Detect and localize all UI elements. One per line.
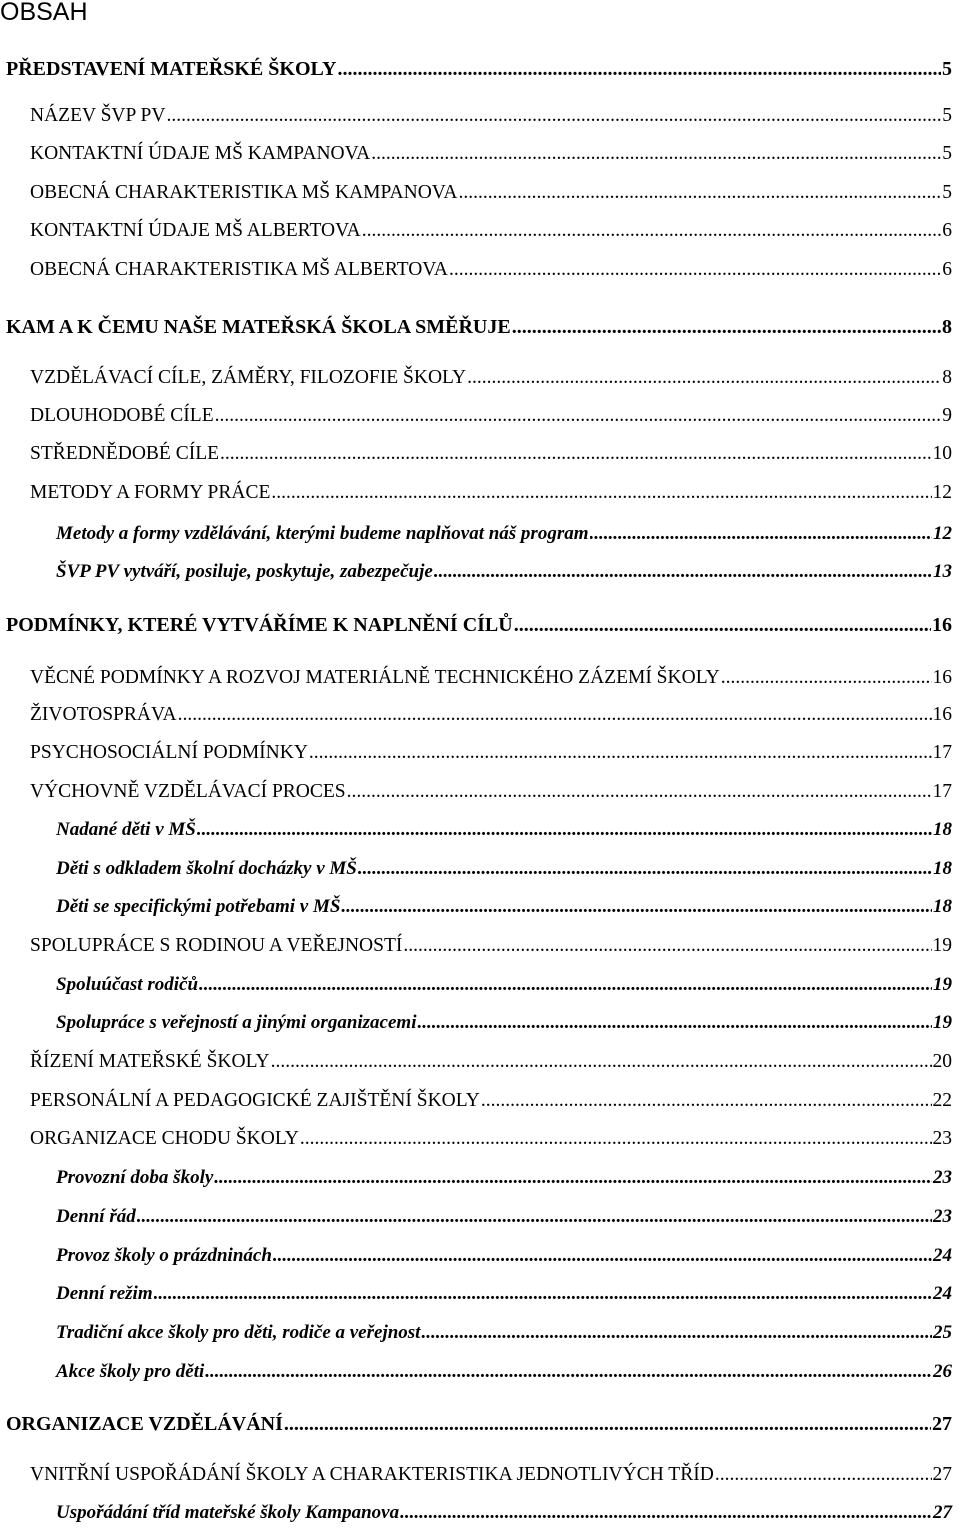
dot-leader <box>347 779 932 805</box>
dot-leader <box>197 817 932 843</box>
toc-entry-page-number: 16 <box>932 667 952 688</box>
dot-leader <box>215 403 942 429</box>
toc-entry[interactable] <box>56 856 952 882</box>
toc-entry[interactable] <box>56 1243 952 1269</box>
toc-entry-label: PŘEDSTAVENÍ MATEŘSKÉ ŠKOLY <box>6 58 337 80</box>
page-title: OBSAH <box>0 0 88 26</box>
toc-entry-label: KAM A K ČEMU NAŠE MATEŘSKÁ ŠKOLA SMĚŘUJE <box>6 316 511 338</box>
toc-entry-label: Uspořádání tříd mateřské školy Kampanova <box>56 1502 400 1523</box>
toc-entry-label: VÝCHOVNĚ VZDĚLÁVACÍ PROCES <box>30 781 346 802</box>
toc-entry-page-number: 9 <box>942 405 952 426</box>
toc-entry[interactable] <box>56 972 952 998</box>
dot-leader <box>199 972 932 998</box>
toc-entry-page-number: 27 <box>932 1413 952 1435</box>
toc-entry-page-number: 8 <box>942 316 952 338</box>
dot-leader <box>421 1320 932 1346</box>
toc-entry-label: Metody a formy vzdělávání, kterými budeme naplňovat náš program <box>56 523 589 544</box>
toc-entry-label: ŠVP PV vytváří, posiluje, poskytuje, zabezpečuje <box>56 561 433 582</box>
toc-entry[interactable] <box>56 1359 952 1385</box>
toc-entry-page-number: 16 <box>932 614 952 636</box>
toc-entry[interactable] <box>56 1500 952 1526</box>
toc-entry-page-number: 17 <box>932 742 952 763</box>
toc-entry-page-number: 18 <box>933 896 952 917</box>
dot-leader <box>300 1126 932 1152</box>
dot-leader <box>721 665 932 691</box>
toc-entry-label: ŽIVOTOSPRÁVA <box>30 704 177 725</box>
toc-entry-page-number: 19 <box>933 1012 952 1033</box>
toc-entry-page-number: 6 <box>942 220 952 241</box>
toc-entry[interactable] <box>30 1088 952 1114</box>
dot-leader <box>434 559 932 585</box>
toc-entry[interactable] <box>30 218 952 244</box>
dot-leader <box>214 1165 932 1191</box>
toc-entry[interactable] <box>30 1049 952 1075</box>
dot-leader <box>337 56 941 82</box>
dot-leader <box>341 894 932 920</box>
toc-entry[interactable] <box>30 441 952 467</box>
dot-leader <box>417 1010 932 1036</box>
dot-leader <box>271 1049 932 1075</box>
dot-leader <box>205 1359 932 1385</box>
dot-leader <box>309 740 932 766</box>
toc-entry-label: VZDĚLÁVACÍ CÍLE, ZÁMĚRY, FILOZOFIE ŠKOLY <box>30 367 467 388</box>
toc-entry-page-number: 18 <box>933 819 952 840</box>
dot-leader <box>467 365 941 391</box>
toc-entry[interactable] <box>30 141 952 167</box>
toc-entry-page-number: 17 <box>932 781 952 802</box>
toc-entry-page-number: 5 <box>942 143 952 164</box>
dot-leader <box>362 218 941 244</box>
toc-entry-label: KONTAKTNÍ ÚDAJE MŠ ALBERTOVA <box>30 220 361 241</box>
toc-entry-label: Provoz školy o prázdninách <box>56 1245 272 1266</box>
toc-entry-label: Denní řád <box>56 1206 136 1227</box>
toc-entry[interactable] <box>30 1126 952 1152</box>
toc-entry-page-number: 5 <box>942 182 952 203</box>
toc-entry-label: Spoluúčast rodičů <box>56 974 199 995</box>
dot-leader <box>358 856 932 882</box>
dot-leader <box>481 1088 932 1114</box>
toc-entry-page-number: 26 <box>933 1361 952 1382</box>
toc-entry-label: PODMÍNKY, KTERÉ VYTVÁŘÍME K NAPLNĚNÍ CÍLŮ <box>6 614 513 636</box>
toc-entry-label: Nadané děti v MŠ <box>56 819 196 840</box>
toc-entry[interactable] <box>30 403 952 429</box>
toc-entry[interactable] <box>56 1204 952 1230</box>
toc-entry[interactable] <box>6 612 952 638</box>
toc-entry[interactable] <box>30 702 952 728</box>
toc-entry[interactable] <box>56 521 952 547</box>
toc-entry-page-number: 13 <box>933 561 952 582</box>
toc-entry-page-number: 22 <box>932 1090 952 1111</box>
toc-entry-page-number: 10 <box>932 443 952 464</box>
toc-entry[interactable] <box>56 894 952 920</box>
dot-leader <box>512 314 941 340</box>
toc-entry-label: ORGANIZACE VZDĚLÁVÁNÍ <box>6 1413 283 1435</box>
toc-entry-page-number: 23 <box>933 1167 952 1188</box>
toc-entry[interactable] <box>30 480 952 506</box>
toc-entry-page-number: 18 <box>933 858 952 879</box>
toc-entry[interactable] <box>30 779 952 805</box>
toc-entry-page-number: 27 <box>932 1464 952 1485</box>
toc-entry-label: PSYCHOSOCIÁLNÍ PODMÍNKY <box>30 742 308 763</box>
toc-entry[interactable] <box>30 1462 952 1488</box>
toc-entry-label: SPOLUPRÁCE S RODINOU A VEŘEJNOSTÍ <box>30 935 403 956</box>
toc-entry[interactable] <box>30 740 952 766</box>
dot-leader <box>271 480 931 506</box>
dot-leader <box>371 141 941 167</box>
toc-entry[interactable] <box>6 1411 952 1437</box>
toc-entry-label: Provozní doba školy <box>56 1167 214 1188</box>
dot-leader <box>273 1243 932 1269</box>
dot-leader <box>178 702 932 728</box>
toc-entry-label: VĚCNÉ PODMÍNKY A ROZVOJ MATERIÁLNĚ TECHNICKÉHO ZÁZEMÍ ŠKOLY <box>30 667 720 688</box>
dot-leader <box>514 612 931 638</box>
dot-leader <box>458 180 941 206</box>
toc-entry[interactable] <box>56 1165 952 1191</box>
dot-leader <box>220 441 931 467</box>
toc-entry-page-number: 20 <box>932 1051 952 1072</box>
toc-entry-label: Děti s odkladem školní docházky v MŠ <box>56 858 357 879</box>
toc-entry-label: DLOUHODOBÉ CÍLE <box>30 405 214 426</box>
toc-entry-page-number: 8 <box>942 367 952 388</box>
toc-entry[interactable] <box>30 665 952 691</box>
toc-entry-label: Akce školy pro děti <box>56 1361 205 1382</box>
toc-entry[interactable] <box>56 1281 952 1307</box>
toc-entry[interactable] <box>56 1320 952 1346</box>
toc-entry-page-number: 16 <box>932 704 952 725</box>
toc-entry-label: ORGANIZACE CHODU ŠKOLY <box>30 1128 299 1149</box>
toc-entry-page-number: 5 <box>942 105 952 126</box>
toc-entry-label: Denní režim <box>56 1283 153 1304</box>
toc-entry-label: PERSONÁLNÍ A PEDAGOGICKÉ ZAJIŠTĚNÍ ŠKOLY <box>30 1090 480 1111</box>
toc-entry-page-number: 24 <box>933 1283 952 1304</box>
toc-entry-page-number: 12 <box>932 482 952 503</box>
toc-entry-label: NÁZEV ŠVP PV <box>30 105 166 126</box>
toc-entry[interactable] <box>56 817 952 843</box>
toc-entry-page-number: 23 <box>933 1206 952 1227</box>
toc-entry[interactable] <box>30 103 952 129</box>
toc-entry-label: KONTAKTNÍ ÚDAJE MŠ KAMPANOVA <box>30 143 371 164</box>
toc-entry-label: ŘÍZENÍ MATEŘSKÉ ŠKOLY <box>30 1051 270 1072</box>
toc-entry-page-number: 5 <box>942 58 952 80</box>
toc-entry-page-number: 19 <box>932 935 952 956</box>
dot-leader <box>590 521 932 547</box>
dot-leader <box>449 257 941 283</box>
toc-entry-label: Spolupráce s veřejností a jinými organizacemi <box>56 1012 417 1033</box>
dot-leader <box>137 1204 932 1230</box>
toc-entry-page-number: 23 <box>932 1128 952 1149</box>
toc-entry-page-number: 27 <box>933 1502 952 1523</box>
dot-leader <box>166 103 941 129</box>
dot-leader <box>284 1411 931 1437</box>
toc-entry-page-number: 12 <box>933 523 952 544</box>
toc-entry[interactable] <box>30 180 952 206</box>
dot-leader <box>400 1500 932 1526</box>
toc-entry-page-number: 6 <box>942 259 952 280</box>
toc-entry-label: VNITŘNÍ USPOŘÁDÁNÍ ŠKOLY A CHARAKTERISTIKA JEDNOTLIVÝCH TŘÍD <box>30 1464 714 1485</box>
toc-entry[interactable] <box>56 559 952 585</box>
dot-leader <box>154 1281 932 1307</box>
toc-entry-label: OBECNÁ CHARAKTERISTIKA MŠ ALBERTOVA <box>30 259 448 280</box>
toc-entry-label: Tradiční akce školy pro děti, rodiče a veřejnost <box>56 1322 421 1343</box>
dot-leader <box>403 933 931 959</box>
toc-entry-page-number: 24 <box>933 1245 952 1266</box>
toc-entry[interactable] <box>30 365 952 391</box>
toc-entry-page-number: 25 <box>933 1322 952 1343</box>
dot-leader <box>715 1462 932 1488</box>
toc-entry-label: STŘEDNĚDOBÉ CÍLE <box>30 443 220 464</box>
toc-entry[interactable] <box>6 56 952 82</box>
toc-entry[interactable] <box>30 257 952 283</box>
toc-entry-label: OBECNÁ CHARAKTERISTIKA MŠ KAMPANOVA <box>30 182 458 203</box>
toc-entry-page-number: 19 <box>933 974 952 995</box>
toc-entry[interactable] <box>6 314 952 340</box>
toc-entry-label: Děti se specifickými potřebami v MŠ <box>56 896 341 917</box>
toc-entry[interactable] <box>56 1010 952 1036</box>
toc-entry[interactable] <box>30 933 952 959</box>
toc-entry-label: METODY A FORMY PRÁCE <box>30 482 271 503</box>
